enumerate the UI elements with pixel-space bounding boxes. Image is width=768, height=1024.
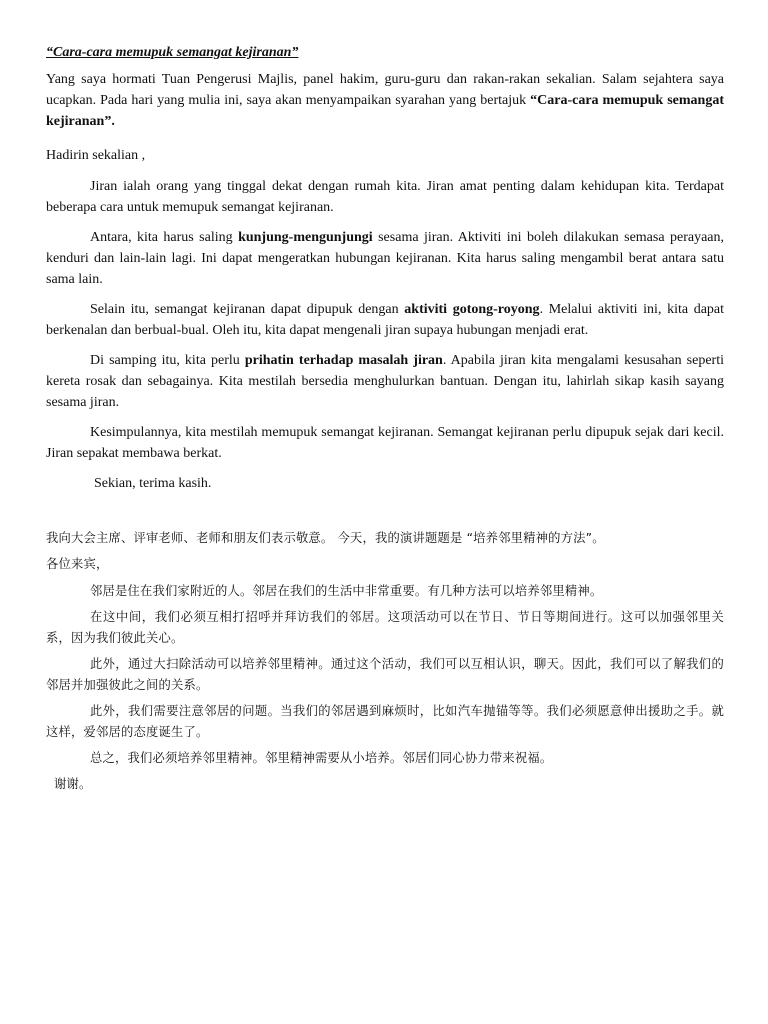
chinese-intro: 我向大会主席、评审老师、老师和朋友们表示敬意。 今天，我的演讲题题是 “培养邻里精神的方法”。 (46, 531, 605, 545)
malay-p2-bold: kunjung-mengunjungi (238, 230, 373, 245)
malay-intro-text: Yang saya hormati Tuan Pengerusi Majlis, panel hakim, guru-guru dan rakan-rakan sekalian. Salam sejahtera saya ucapkan. Pada hari yang mulia ini, saya akan menyampaikan syarahan yang bertajuk (46, 72, 724, 108)
chinese-paragraph-2: 在这中间，我们必须互相打招呼并拜访我们的邻居。这项活动可以在节日、节日等期间进行。这可以加强邻里关系，因为我们彼此关心。 (46, 610, 724, 645)
malay-greeting: Hadirin sekalian , (46, 148, 146, 163)
chinese-greeting: 各位来宾， (46, 557, 109, 571)
malay-p4-bold: prihatin terhadap masalah jiran (244, 353, 443, 368)
malay-p2-after: sesama jiran. Aktiviti ini boleh dilakukan semasa perayaan, kenduri dan lain-lain lagi. Ini dapat mengeratkan hubungan kejiranan. Kita harus saling mengambil berat antara satu sama lain. (46, 230, 724, 287)
chinese-closing: 谢谢。 (54, 777, 92, 791)
malay-p3-bold: aktiviti gotong-royong (404, 302, 540, 317)
malay-speech (46, 69, 724, 494)
malay-intro-paragraph (46, 69, 724, 132)
chinese-paragraph-4: 此外，我们需要注意邻居的问题。当我们的邻居遇到麻烦时，比如汽车抛锚等等。我们必须愿意伸出援助之手。就这样，爱邻居的态度诞生了。 (46, 704, 724, 739)
chinese-paragraph-5: 总之，我们必须培养邻里精神。邻里精神需要从小培养。邻居们同心协力带来祝福。 (90, 751, 553, 765)
malay-p3-before: Selain itu, semangat kejiranan dapat dipupuk dengan (90, 302, 405, 317)
malay-p4-before: Di samping itu, kita perlu (90, 353, 245, 368)
malay-paragraph-2 (46, 227, 724, 290)
malay-intro-title-bold: “Cara-cara memupuk semangat kejiranan”. (46, 93, 724, 129)
malay-paragraph-5: Kesimpulannya, kita mestilah memupuk semangat kejiranan. Semangat kejiranan perlu dipupuk sejak dari kecil. Jiran sepakat membawa berkat. (46, 425, 724, 461)
malay-p2-before: Antara, kita harus saling (90, 230, 239, 245)
malay-paragraph-1: Jiran ialah orang yang tinggal dekat dengan rumah kita. Jiran amat penting dalam kehidupan kita. Terdapat beberapa cara untuk memupuk semangat kejiranan. (46, 179, 724, 215)
speech-title (46, 44, 724, 62)
malay-paragraph-3 (46, 299, 724, 341)
malay-p3-after: . Melalui aktiviti ini, kita dapat berkenalan dan berbual-bual. Oleh itu, kita dapat mengenali jiran supaya hubungan menjadi erat. (46, 302, 725, 338)
malay-paragraph-4 (46, 350, 724, 413)
malay-closing: Sekian, terima kasih. (94, 476, 212, 491)
chinese-paragraph-3: 此外，通过大扫除活动可以培养邻里精神。通过这个活动，我们可以互相认识，聊天。因此，我们可以了解我们的邻居并加强彼此之间的关系。 (46, 657, 724, 692)
chinese-speech (46, 528, 724, 795)
chinese-paragraph-1: 邻居是住在我们家附近的人。邻居在我们的生活中非常重要。有几种方法可以培养邻里精神。 (90, 584, 603, 598)
speech-title-text: “Cara-cara memupuk semangat kejiranan” (46, 45, 299, 60)
malay-p4-after: . Apabila jiran kita mengalami kesusahan seperti kereta rosak dan sebagainya. Kita mestilah bersedia menghulurkan bantuan. Dengan itu, lahirlah sikap kasih sayang sesama jiran. (46, 353, 725, 410)
